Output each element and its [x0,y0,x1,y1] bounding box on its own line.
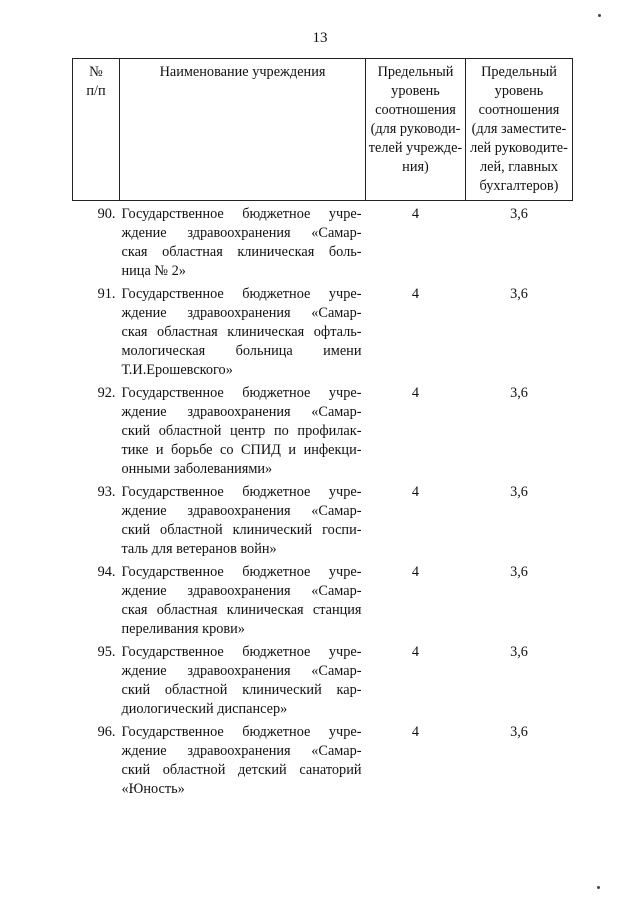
ratio-heads-value: 4 [411,206,420,222]
ratio-deputies-value: 3,6 [510,206,528,222]
institution-name-line: Т.И.Ерошевского» [121,362,233,378]
table-row [73,380,573,479]
header-number [73,59,120,201]
scan-speck [598,14,601,17]
ratio-heads-value: 4 [411,286,420,302]
table-body [73,201,573,800]
institution-name-line: ская областная клиническая офталь- [121,324,362,340]
table-row [73,719,573,799]
table-header [73,59,573,201]
institution-name-line: ница № 2» [121,263,186,279]
ratio-deputies-value: 3,6 [510,385,528,401]
ratio-heads-value: 4 [411,724,420,740]
table-row [73,559,573,639]
institution-name-line: Государственное бюджетное учре- [121,564,362,580]
institution-name [120,479,366,559]
institution-name-line: ский областной детский санаторий [121,762,362,778]
institution-name [120,559,366,639]
row-number: 94. [97,564,116,580]
institution-name [120,281,366,380]
header-line: бухгалтеров) [479,178,559,194]
ratio-deputies-value: 3,6 [510,564,528,580]
institution-name-line: тике и борьбе со СПИД и инфекци- [121,442,362,458]
institution-name-line: Государственное бюджетное учре- [121,385,362,401]
institution-name [120,380,366,479]
header-line: № [89,64,103,80]
row-number: 91. [97,286,116,302]
header-line: ния) [402,159,429,175]
scan-speck [597,886,600,889]
header-line: (для заместите- [471,121,567,137]
ratio-heads-value: 4 [411,484,420,500]
ratio-deputies-value: 3,6 [510,286,528,302]
row-number: 95. [97,644,116,660]
institution-name-line: ждение здравоохранения «Самар- [121,305,362,321]
institution-name-line: ждение здравоохранения «Самар- [121,743,362,759]
header-ratio-heads [366,59,466,201]
header-line: Предельный [481,64,557,80]
institution-name-line: «Юность» [121,781,185,797]
row-number: 93. [97,484,116,500]
row-number: 96. [97,724,116,740]
table-row [73,479,573,559]
institutions-table [72,58,573,799]
institution-name-line: ждение здравоохранения «Самар- [121,663,362,679]
ratio-heads-value: 4 [411,644,420,660]
institution-name-line: переливания крови» [121,621,245,637]
page-number: 13 [312,30,328,46]
table-row [73,639,573,719]
header-line: телей учрежде- [368,140,463,156]
ratio-deputies-value: 3,6 [510,644,528,660]
header-line: п/п [86,83,106,99]
header-line: соотношения [375,102,456,118]
header-ratio-deputies [466,59,573,201]
institution-name-line: мологическая больница имени [121,343,362,359]
header-line: лей, главных [479,159,559,175]
institution-name-line: Государственное бюджетное учре- [121,286,362,302]
header-line: (для руководи- [370,121,461,137]
institution-name-line: ждение здравоохранения «Самар- [121,583,362,599]
header-institution-name [120,59,366,201]
institution-name [120,639,366,719]
institution-name-line: ждение здравоохранения «Самар- [121,225,362,241]
table-row [73,281,573,380]
institution-name-line: Государственное бюджетное учре- [121,724,362,740]
institution-name-line: таль для ветеранов войн» [121,541,277,557]
institution-name-line: ский областной центр по профилак- [121,423,362,439]
ratio-deputies-value: 3,6 [510,484,528,500]
institution-name-line: ский областной клинический кар- [121,682,362,698]
ratio-heads-value: 4 [411,385,420,401]
institution-name-line: Государственное бюджетное учре- [121,206,362,222]
institution-name-line: ждение здравоохранения «Самар- [121,404,362,420]
institution-name-line: ская областная клиническая станция [121,602,362,618]
header-line: Наименование учреждения [159,64,326,80]
institution-name [120,719,366,799]
institution-name-line: онными заболеваниями» [121,461,273,477]
table-row [73,201,573,282]
header-line: уровень [391,83,440,99]
institution-name-line: ский областной клинический госпи- [121,522,362,538]
header-line: Предельный [377,64,454,80]
institution-name-line: Государственное бюджетное учре- [121,644,362,660]
institution-name-line: ждение здравоохранения «Самар- [121,503,362,519]
row-number: 90. [97,206,116,222]
institution-name-line: Государственное бюджетное учре- [121,484,362,500]
institution-name [120,201,366,282]
institution-name-line: диологический диспансер» [121,701,288,717]
institution-name-line: ская областная клиническая боль- [121,244,362,260]
ratio-deputies-value: 3,6 [510,724,528,740]
header-line: соотношения [478,102,560,118]
row-number: 92. [97,385,116,401]
header-line: уровень [494,83,544,99]
header-line: лей руководите- [470,140,568,156]
ratio-heads-value: 4 [411,564,420,580]
